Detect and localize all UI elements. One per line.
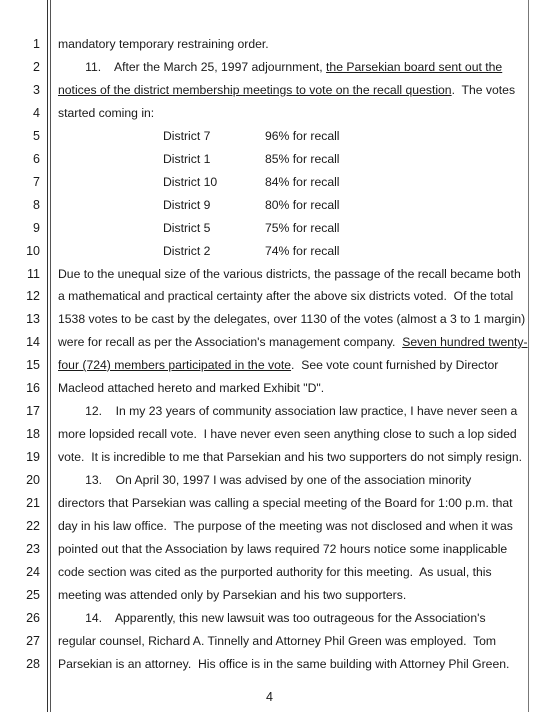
line-number: 24 (26, 565, 40, 579)
text-line (58, 106, 520, 120)
text-line-content: code section was cited as the purported authority for this meeting. As usual, this (58, 565, 492, 579)
line-number: 11 (27, 267, 40, 281)
line-number: 18 (26, 427, 40, 441)
text-line-content: mandatory temporary restraining order. (58, 37, 269, 51)
text-line (58, 588, 520, 602)
line-number: 25 (26, 588, 40, 602)
district-recall-percent: 75% for recall (265, 221, 340, 235)
line-number: 4 (33, 106, 40, 120)
text-line (58, 37, 520, 51)
line-number: 9 (33, 221, 40, 235)
text-line-content: pointed out that the Association by laws required 72 hours notice some inapplicable (58, 542, 508, 556)
text-line-content: were for recall as per the Association's management company. (58, 335, 403, 349)
line-number: 6 (33, 152, 40, 166)
line-number: 1 (33, 37, 40, 51)
line-number: 28 (26, 657, 40, 671)
district-recall-percent: 80% for recall (265, 198, 340, 212)
text-line-content: 13. On April 30, 1997 I was advised by one of the association minority (58, 473, 472, 487)
line-number: 13 (26, 312, 40, 326)
text-line (58, 60, 520, 74)
text-line (58, 611, 520, 625)
text-line (58, 404, 520, 418)
text-line-content: Macleod attached hereto and marked Exhibit "D". (58, 381, 325, 395)
text-line-content: more lopsided recall vote. I have never even seen anything close to such a lop sided (58, 427, 517, 441)
line-number: 8 (33, 198, 40, 212)
line-number: 19 (26, 450, 40, 464)
right-margin-rule (528, 0, 529, 712)
district-name: District 2 (163, 244, 211, 258)
line-number: 27 (26, 634, 40, 648)
text-line (58, 473, 520, 487)
text-line-content: day in his law office. The purpose of the meeting was not disclosed and when it was (58, 519, 513, 533)
text-line-content: Due to the unequal size of the various districts, the passage of the recall became both (58, 267, 521, 281)
text-line-content: . See vote count furnished by Director (291, 358, 499, 372)
text-line-content: started coming in: (58, 106, 155, 120)
text-line (58, 542, 520, 556)
line-number: 26 (26, 611, 40, 625)
line-number: 5 (33, 129, 40, 143)
line-number: 7 (33, 175, 40, 189)
line-number: 15 (26, 358, 40, 372)
text-line (58, 358, 520, 372)
left-margin-rule-inner (50, 0, 51, 712)
text-line (58, 450, 523, 464)
text-line-content: 11. After the March 25, 1997 adjournment, (58, 60, 327, 74)
underlined-text: Seven hundred twenty- (402, 335, 528, 349)
text-line (58, 427, 520, 441)
line-number: 10 (26, 244, 40, 258)
text-line (58, 335, 528, 349)
district-name: District 9 (163, 198, 211, 212)
line-number: 21 (26, 496, 40, 510)
district-recall-percent: 84% for recall (265, 175, 340, 189)
district-name: District 5 (163, 221, 211, 235)
text-line-content: . The votes (451, 83, 516, 97)
line-number: 23 (26, 542, 40, 556)
text-line-content: directors that Parsekian was calling a special meeting of the Board for 1:00 p.m. that (58, 496, 513, 510)
underlined-text: four (724) members participated in the vote (58, 358, 292, 372)
line-number: 14 (26, 335, 40, 349)
text-line-content: regular counsel, Richard A. Tinnelly and Attorney Phil Green was employed. Tom (58, 634, 497, 648)
text-line (58, 289, 520, 303)
text-line-content: vote. It is incredible to me that Parsekian and his two supporters do not simply resign. (58, 450, 523, 464)
text-line (58, 312, 526, 326)
text-line-content: 1538 votes to be cast by the delegates, over 1130 of the votes (almost a 3 to 1 margin) (58, 312, 526, 326)
line-number: 3 (33, 83, 40, 97)
text-line-content: meeting was attended only by Parsekian and his two supporters. (58, 588, 407, 602)
text-line (58, 381, 520, 395)
page-number: 4 (266, 690, 273, 704)
line-number: 2 (33, 60, 40, 74)
text-line (58, 267, 520, 281)
text-line (58, 634, 520, 648)
district-name: District 10 (163, 175, 218, 189)
text-line (58, 519, 520, 533)
line-number: 17 (26, 404, 40, 418)
text-line-content: a mathematical and practical certainty after the above six districts voted. Of the total (58, 289, 514, 303)
text-line (58, 657, 520, 671)
district-recall-percent: 96% for recall (265, 129, 340, 143)
line-number: 22 (26, 519, 40, 533)
line-number: 12 (26, 289, 40, 303)
district-name: District 1 (163, 152, 211, 166)
text-line (58, 565, 520, 579)
line-number: 20 (26, 473, 40, 487)
text-line-content: 12. In my 23 years of community association law practice, I have never seen a (58, 404, 518, 418)
district-recall-percent: 85% for recall (265, 152, 340, 166)
underlined-text: notices of the district membership meetings to vote on the recall question (58, 83, 452, 97)
text-line (58, 496, 520, 510)
district-recall-percent: 74% for recall (265, 244, 340, 258)
district-name: District 7 (163, 129, 211, 143)
text-line-content: 14. Apparently, this new lawsuit was too outrageous for the Association's (58, 611, 486, 625)
line-number: 16 (26, 381, 40, 395)
left-margin-rule (47, 0, 48, 712)
text-line (58, 83, 520, 97)
underlined-text: the Parsekian board sent out the (326, 60, 503, 74)
text-line-content: Parsekian is an attorney. His office is in the same building with Attorney Phil Green. (58, 657, 510, 671)
